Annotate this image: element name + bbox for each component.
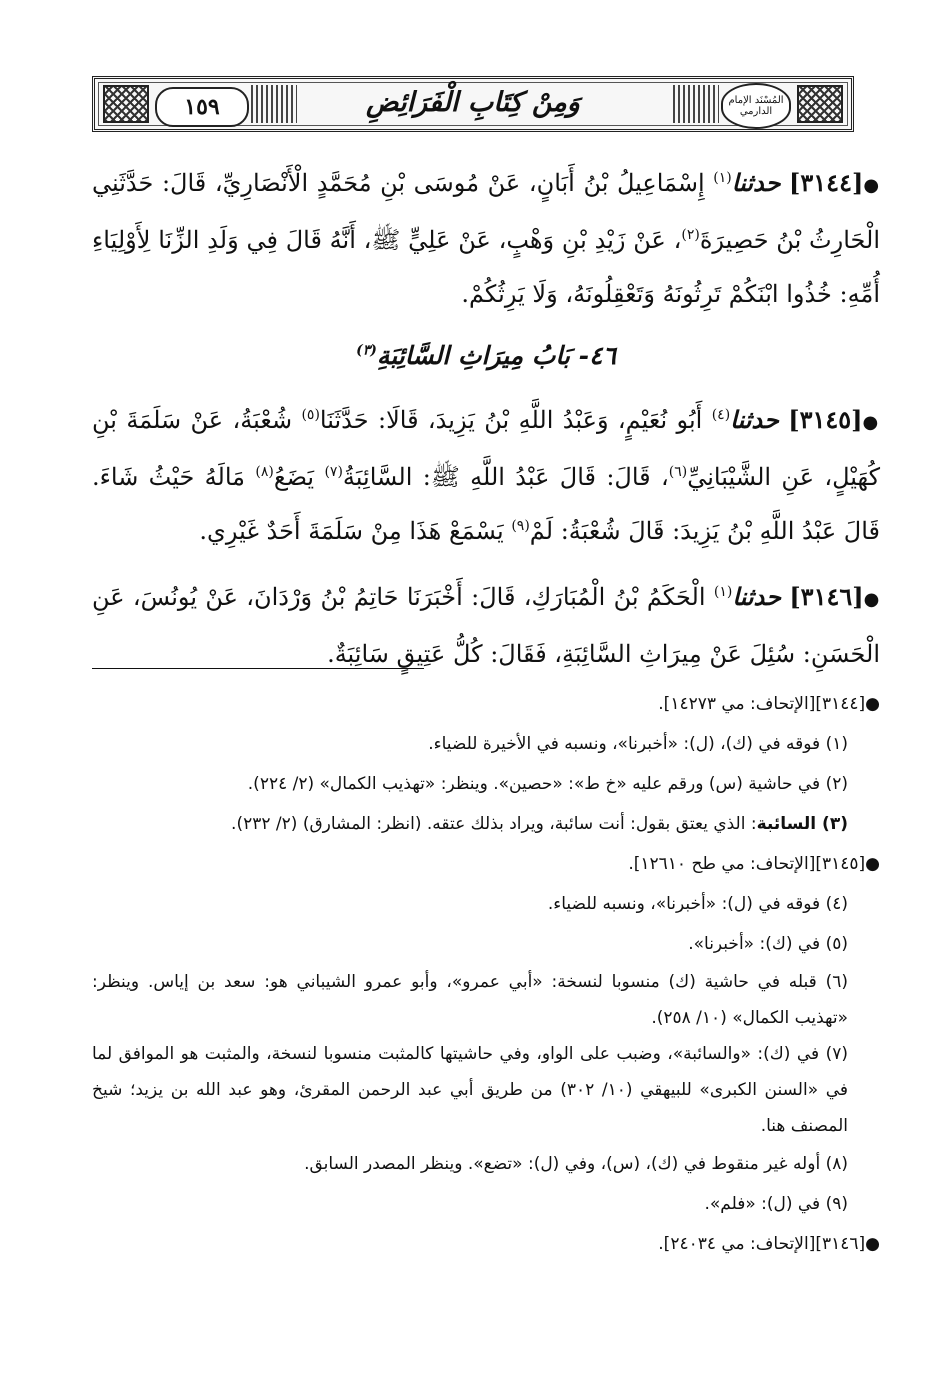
hadith-text: يَضَعُ — [273, 463, 325, 491]
hadith-number: [٣١٤٥] — [788, 405, 863, 434]
note-ref: (٦) — [668, 464, 688, 480]
hadith-3145 — [92, 393, 880, 558]
bullet-icon: ● — [865, 694, 880, 714]
footnote-3 — [92, 804, 880, 844]
footnote-4: (٤) فوقه في (ل): «أخبرنا»، ونسبه للضياء. — [547, 894, 848, 914]
hadith-number: [٣١٤٦] — [789, 582, 864, 611]
note-ref: (٩) — [511, 518, 530, 534]
footnote-6: (٦) قبله في حاشية (ك) منسوبا لنسخة: «أبي عمرو»، وأبو عمرو الشيباني هو: سعد بن إياس. وينظر: «تهذيب الكمال» (١٠/ ٢٥٨). — [92, 972, 848, 1028]
footnote-5: (٥) في (ك): «أخبرنا». — [688, 934, 848, 954]
ornament-band-icon — [251, 85, 297, 123]
footnote-term: (٣) السائبة — [756, 814, 848, 834]
bullet-icon: ● — [865, 854, 880, 874]
ithaf-reference: ●[٣١٤٦][الإتحاف: مي ٢٤٠٣٤]. — [658, 1234, 880, 1254]
page-header — [92, 76, 854, 132]
footnote-1: (١) فوقه في (ك)، (ل): «أخبرنا»، ونسبه في الأخيرة للضياء. — [428, 734, 848, 754]
main-text — [92, 156, 880, 681]
hadith-text: ، قَالَ: قَالَ عَبْدُ اللَّهِ ﷺ: السَّائِبَةُ — [342, 463, 669, 491]
hadith-text: أَبُو نُعَيْمٍ، وَعَبْدُ اللَّهِ بْنُ يَزِيدَ، قَالَا: حَدَّثَنَا — [319, 406, 712, 434]
hadith-text: مَالَهُ حَيْثُ شَاءَ. قَالَ عَبْدُ اللَّهِ بْنُ يَزِيدَ: قَالَ شُعْبَةُ: لَمْ — [92, 463, 880, 545]
hadith-3144 — [92, 156, 880, 321]
note-ref: (١) — [713, 170, 732, 186]
bullet-icon: ● — [863, 175, 880, 196]
bullet-icon: ● — [863, 589, 880, 610]
hadith-lead: حدثنا — [730, 405, 779, 434]
footnote-8: (٨) أوله غير منقوط في (ك)، (س)، وفي (ل): «تضع». وينظر المصدر السابق. — [304, 1154, 848, 1174]
note-ref: (٥) — [301, 407, 320, 423]
ornament-right-icon — [797, 85, 843, 123]
hadith-number: [٣١٤٤] — [789, 168, 864, 197]
hadith-lead: حدثنا — [731, 168, 781, 197]
footnote-9: (٩) في (ل): «فلم». — [704, 1194, 848, 1214]
note-ref: (٨) — [255, 464, 274, 480]
hadith-text: شُعْبَةُ، عَنْ سَلَمَةَ بْنِ كُهَيْلٍ، عَنِ الشَّيْبَانِيِّ — [92, 406, 881, 491]
chapter-title: ٤٦- بَابُ مِيرَاثِ السَّائِبَةِ — [376, 341, 616, 370]
footnote-7: (٧) في (ك): «والسائبة»، وضبب على الواو، وفي حاشيتها كالمثبت منسوبا لنسخة، والمثبت هو الموافق لما في «السنن الكبرى» للبيهقي (١٠/ ٣٠٢) من طريق أبي عبد الرحمن المقرئ، وهو عبد الله بن يزيد؛ شيخ المصنف هنا. — [92, 1044, 849, 1136]
note-ref: (٣) — [356, 342, 377, 359]
note-ref: (١) — [713, 584, 733, 600]
bullet-icon: ● — [862, 412, 880, 433]
bullet-icon: ● — [865, 1234, 880, 1254]
hadith-text: يَسْمَعْ هَذَا مِنْ سَلَمَةَ أَحَدٌ غَيْرِي. — [199, 517, 512, 545]
footnote-divider — [92, 668, 424, 669]
book-section-title: وَمِنْ كِتَابِ الْفَرَائِضِ — [366, 87, 580, 118]
ithaf-reference: ●[٣١٤٤][الإتحاف: مي ١٤٢٧٣]. — [658, 694, 880, 714]
hadith-text: الْحَكَمُ بْنُ الْمُبَارَكِ، قَالَ: أَخْبَرَنَا حَاتِمُ بْنُ وَرْدَانَ، عَنْ يُونُسَ، عَنِ الْحَسَنِ: سُئِلَ عَنْ مِيرَاثِ السَّائِبَةِ، فَقَالَ: كُلُّ عَتِيقٍ سَائِبَةٌ. — [92, 583, 880, 668]
page-number: ١٥٩ — [155, 87, 249, 127]
hadith-text: ، عَنْ زَيْدِ بْنِ وَهْبٍ، عَنْ عَلِيٍّ ﷺ، أَنَّهُ قَالَ فِي وَلَدِ الزِّنَا لِأَوْلِيَاءِ أُمِّهِ: خُذُوا ابْنَكُمْ تَرِثُونَهُ وَتَعْقِلُونَهُ، وَلَا يَرِثُكُمْ. — [92, 226, 880, 308]
hadith-3146 — [92, 570, 880, 681]
ornament-left-icon — [103, 85, 149, 123]
footnote-text: : الذي يعتق بقول: أنت سائبة، ويراد بذلك عتقه. (انظر: المشارق) (٢/ ٢٣٢). — [231, 814, 757, 834]
hadith-text: إِسْمَاعِيلُ بْنُ أَبَانٍ، عَنْ مُوسَى بْنِ مُحَمَّدٍ الْأَنْصَارِيِّ، قَالَ: حَدَّثَنِي الْحَارِثُ بْنُ حَصِيرَةَ — [92, 169, 880, 254]
stamp-text: المُسْنَد الإمام الدارمي — [728, 95, 784, 117]
ithaf-reference: ●[٣١٤٥][الإتحاف: مي طح ١٢٦١٠]. — [628, 854, 880, 874]
footnote-2: (٢) في حاشية (س) ورقم عليه «خ ط»: «حصين». وينظر: «تهذيب الكمال» (٢/ ٢٢٤). — [247, 774, 848, 794]
note-ref: (٢) — [681, 227, 700, 243]
ornament-band-icon — [673, 85, 719, 123]
hadith-lead: حدثنا — [732, 582, 781, 611]
note-ref: (٧) — [324, 464, 343, 480]
note-ref: (٤) — [711, 407, 731, 423]
book-stamp — [721, 83, 791, 129]
chapter-heading — [92, 329, 880, 383]
footnotes — [92, 684, 880, 1264]
